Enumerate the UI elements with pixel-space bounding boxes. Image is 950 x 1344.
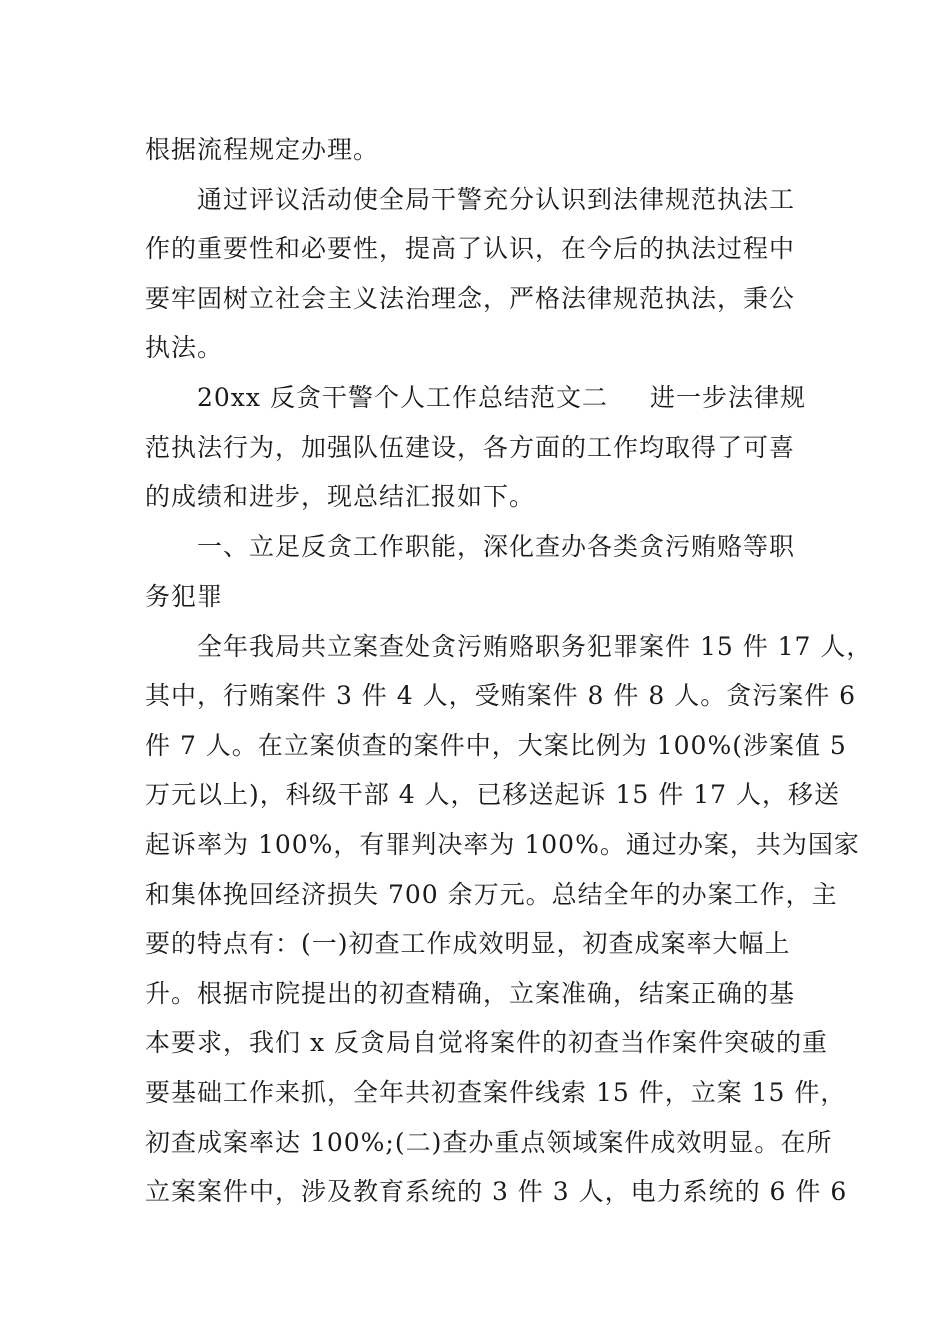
text-line: 其中，行贿案件 3 件 4 人，受贿案件 8 件 8 人。贪污案件 6 bbox=[145, 681, 857, 710]
text-line: 通过评议活动使全局干警充分认识到法律规范执法工 bbox=[197, 185, 796, 214]
text-line: 执法。 bbox=[145, 333, 224, 362]
text-line: 要基础工作来抓，全年共初查案件线索 15 件，立案 15 件， bbox=[145, 1078, 847, 1107]
text-line: 件 7 人。在立案侦查的案件中，大案比例为 100%(涉案值 5 bbox=[145, 731, 847, 760]
text-line: 本要求，我们 x 反贪局自觉将案件的初查当作案件突破的重 bbox=[145, 1028, 828, 1057]
text-line: 进一步法律规 bbox=[650, 383, 807, 412]
text-line: 的成绩和进步，现总结汇报如下。 bbox=[145, 482, 536, 511]
text-line: 作的重要性和必要性，提高了认识，在今后的执法过程中 bbox=[145, 234, 796, 263]
text-line: 初查成案率达 100%;(二)查办重点领域案件成效明显。在所 bbox=[145, 1128, 833, 1157]
text-line: 立案案件中，涉及教育系统的 3 件 3 人，电力系统的 6 件 6 bbox=[145, 1177, 848, 1206]
text-line: 全年我局共立案查处贪污贿赂职务犯罪案件 15 件 17 人， bbox=[197, 632, 873, 661]
text-line: 万元以上)，科级干部 4 人，已移送起诉 15 件 17 人，移送 bbox=[145, 780, 840, 809]
text-line: 20xx 反贪干警个人工作总结范文二 bbox=[197, 383, 608, 412]
text-line: 升。根据市院提出的初查精确，立案准确，结案正确的基 bbox=[145, 979, 796, 1008]
text-line: 要牢固树立社会主义法治理念，严格法律规范执法，秉公 bbox=[145, 284, 796, 313]
text-line: 起诉率为 100%，有罪判决率为 100%。通过办案，共为国家 bbox=[145, 830, 860, 859]
text-line: 根据流程规定办理。 bbox=[145, 135, 380, 164]
text-line: 和集体挽回经济损失 700 余万元。总结全年的办案工作，主 bbox=[145, 880, 838, 909]
section-heading: 一、立足反贪工作职能，深化查办各类贪污贿赂等职 bbox=[197, 532, 796, 561]
text-line: 范执法行为，加强队伍建设，各方面的工作均取得了可喜 bbox=[145, 433, 796, 462]
section-heading: 务犯罪 bbox=[145, 582, 224, 611]
text-line: 要的特点有：(一)初查工作成效明显，初查成案率大幅上 bbox=[145, 929, 791, 958]
